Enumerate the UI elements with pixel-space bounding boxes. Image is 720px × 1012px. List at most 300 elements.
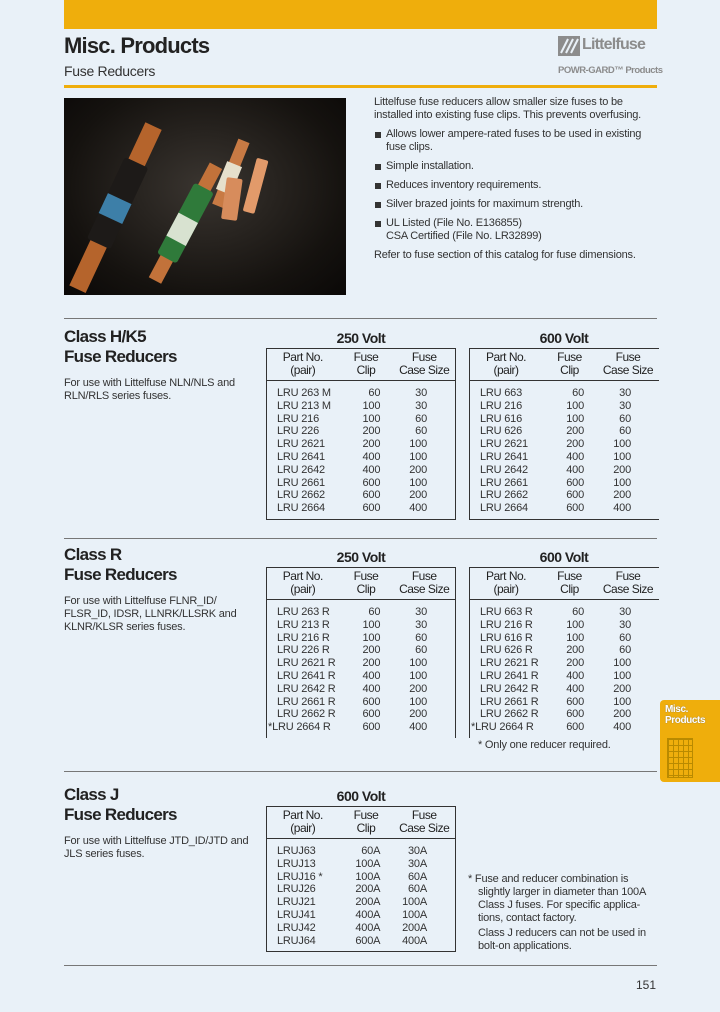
- fuse-case-size: 200: [409, 489, 427, 502]
- voltage-heading: 600 Volt: [336, 788, 386, 804]
- fuse-reducers-image: [64, 98, 346, 295]
- logo-name: Littelfuse: [582, 36, 646, 53]
- table-box: [469, 348, 659, 520]
- feature-item: Simple installation.: [374, 160, 659, 173]
- fuse-clip: 600: [362, 489, 381, 502]
- header-line: Fuse: [411, 350, 437, 364]
- feature-item: Reduces inventory requirements.: [374, 179, 659, 192]
- part-number: LRU 2662: [277, 489, 325, 502]
- column-header: [267, 570, 339, 599]
- table-row: [470, 708, 659, 721]
- table-box: [266, 567, 456, 738]
- table-row: [267, 400, 455, 413]
- feature-item: Silver brazed joints for maximum strength.: [374, 198, 659, 211]
- column-header: [393, 351, 455, 380]
- top-color-bar: [64, 0, 657, 29]
- fuse-case-size: 100: [613, 476, 631, 489]
- fuse-clip: 600A: [355, 934, 381, 947]
- part-number: LRU 2621: [277, 438, 325, 451]
- fuse-case-size: 60A: [408, 883, 427, 896]
- class-r-heading: [64, 545, 177, 585]
- fuse-clip: 400: [362, 669, 381, 682]
- fuse-clip: 400: [566, 463, 584, 476]
- header-line: Fuse: [557, 569, 582, 583]
- class-j-heading: [64, 785, 177, 825]
- logo-mark-icon: [558, 36, 580, 56]
- part-number: LRUJ13: [277, 857, 316, 870]
- header-line: Part No.: [282, 569, 323, 583]
- table-row: [267, 619, 455, 632]
- header-line: Part No.: [282, 808, 323, 822]
- header-line: (pair): [493, 582, 519, 596]
- header-line: Fuse: [353, 350, 379, 364]
- part-number: LRU 2642: [480, 463, 528, 476]
- table-row: [267, 451, 455, 464]
- header-line: (pair): [290, 363, 316, 377]
- column-header: [267, 809, 339, 838]
- fuse-case-size: 100: [613, 438, 631, 451]
- part-number: LRU 2621 R: [480, 657, 539, 670]
- fuse-case-size: 200: [613, 682, 631, 695]
- fuse-case-size: 100: [613, 657, 631, 670]
- fuse-clip: 100: [566, 618, 584, 631]
- class-j-footnote: * Fuse and reducer combination is slightly larger in diameter than 100A Class J fuses. For specific applica- tions, contact factory.: [468, 873, 646, 924]
- tab-label-line: Misc.: [665, 704, 689, 715]
- part-number: LRU 2662 R: [277, 708, 336, 721]
- fuse-case-size: 100: [409, 657, 427, 670]
- fuse-case-size: 60: [619, 631, 631, 644]
- column-header: [339, 809, 394, 838]
- fuse-case-size: 60: [619, 644, 631, 657]
- table-box: [266, 348, 456, 520]
- section-divider: [64, 771, 657, 772]
- fuse-case-size: 100: [613, 695, 631, 708]
- voltage-heading: 250 Volt: [336, 549, 386, 565]
- fuse-clip: 600: [362, 721, 381, 734]
- part-number: LRU 616 R: [480, 631, 533, 644]
- table-body: [267, 381, 455, 519]
- fuse-clip: 100A: [355, 870, 381, 883]
- part-number: LRU 2661 R: [480, 695, 539, 708]
- fuse-case-size: 200: [409, 682, 427, 695]
- part-number: LRU 2642 R: [277, 682, 336, 695]
- fuse-case-size: 400: [613, 502, 631, 515]
- part-number: LRU 2662 R: [480, 708, 539, 721]
- header-line: (pair): [493, 363, 519, 377]
- column-header: [470, 351, 542, 380]
- part-number: LRU 213 R: [277, 618, 330, 631]
- class-r-250v-table: [266, 549, 456, 738]
- table-body: [470, 381, 659, 519]
- table-row: [470, 657, 659, 670]
- fuse-clip: 200: [566, 438, 584, 451]
- class-j-description: For use with Littelfuse JTD_ID/JTD and JLS series fuses.: [64, 835, 249, 860]
- fuse-clip: 400: [566, 450, 584, 463]
- fuse-clip: 60: [572, 606, 584, 618]
- heading-line: Fuse Reducers: [64, 347, 177, 366]
- header-line: Fuse: [615, 350, 641, 364]
- table-row: [267, 683, 455, 696]
- fuse-clip: 600: [566, 476, 584, 489]
- part-number: LRU 216 R: [480, 618, 533, 631]
- part-number: LRUJ26: [277, 883, 316, 896]
- section-divider: [64, 318, 657, 319]
- table-row: [470, 644, 659, 657]
- header-line: Fuse: [353, 808, 379, 822]
- table-row: [470, 696, 659, 709]
- fuse-clip: 200: [362, 438, 381, 451]
- grid-icon: [667, 738, 693, 778]
- part-number: LRU 263 R: [277, 606, 330, 618]
- logo-tagline: POWR-GARD™ Products: [558, 65, 663, 76]
- table-row: [470, 632, 659, 645]
- header-line: Clip: [356, 363, 376, 377]
- header-line: Clip: [356, 582, 376, 596]
- header-line: Fuse: [411, 808, 437, 822]
- table-row: [267, 387, 455, 400]
- table-row: [470, 438, 659, 451]
- header-line: (pair): [290, 821, 316, 835]
- fuse-case-size: 30A: [408, 857, 427, 870]
- fuse-clip: 100: [566, 631, 584, 644]
- table-row: [267, 502, 455, 515]
- fuse-clip: 60A: [361, 845, 381, 857]
- table-row: [267, 464, 455, 477]
- part-number: LRU 2641: [277, 450, 325, 463]
- fuse-case-size: 30: [415, 399, 427, 412]
- table-row: [470, 413, 659, 426]
- fuse-clip: 400A: [355, 921, 381, 934]
- part-number: *LRU 2664 R: [268, 721, 331, 734]
- part-number: LRU 626 R: [480, 644, 533, 657]
- page-subtitle: Fuse Reducers: [64, 63, 156, 79]
- table-row: [267, 438, 455, 451]
- table-row: [267, 644, 455, 657]
- header-line: Clip: [560, 363, 579, 377]
- part-number: LRUJ16 *: [277, 870, 323, 883]
- fuse-clip: 100A: [355, 857, 381, 870]
- intro-paragraph: Littelfuse fuse reducers allow smaller size fuses to be installed into existing fuse clips. This prevents overfusing.: [374, 96, 642, 121]
- intro-footer: Refer to fuse section of this catalog for fuse dimensions.: [374, 249, 636, 261]
- tab-label-line: Products: [665, 715, 706, 726]
- column-header: [393, 570, 455, 599]
- table-body: [470, 600, 659, 738]
- fuse-case-size: 30A: [408, 845, 427, 857]
- feature-item-cont: CSA Certified (File No. LR32899): [386, 230, 542, 242]
- section-divider: [64, 965, 657, 966]
- fuse-clip: 100: [362, 412, 381, 425]
- table-row: [267, 883, 455, 896]
- fuse-clip: 200A: [355, 883, 381, 896]
- fuse-case-size: 100: [409, 669, 427, 682]
- part-number: LRU 2621 R: [277, 657, 336, 670]
- column-header: [339, 351, 394, 380]
- fuse-clip: 600: [362, 502, 381, 515]
- table-row: [267, 413, 455, 426]
- table-row: [267, 606, 455, 619]
- part-number: LRU 213 M: [277, 399, 331, 412]
- header-line: Clip: [356, 821, 376, 835]
- part-number: LRUJ64: [277, 934, 316, 947]
- part-number: LRUJ63: [277, 845, 316, 857]
- fuse-clip: 400: [362, 682, 381, 695]
- fuse-clip: 600: [566, 502, 584, 515]
- fuse-case-size: 100: [613, 669, 631, 682]
- product-photo: [64, 98, 346, 295]
- voltage-heading: 600 Volt: [539, 330, 589, 346]
- section-tab-misc-products[interactable]: [660, 700, 720, 782]
- header-line: Case Size: [399, 821, 450, 835]
- fuse-case-size: 100: [409, 695, 427, 708]
- fuse-clip: 200: [362, 657, 381, 670]
- voltage-heading: 250 Volt: [336, 330, 386, 346]
- table-header: [267, 807, 455, 839]
- fuse-case-size: 60A: [408, 870, 427, 883]
- table-row: [267, 425, 455, 438]
- table-row: [267, 477, 455, 490]
- fuse-case-size: 30: [619, 387, 631, 399]
- heading-line: Class J: [64, 785, 119, 804]
- header-line: Fuse: [557, 350, 582, 364]
- fuse-clip: 100: [362, 618, 381, 631]
- header-line: Part No.: [485, 569, 526, 583]
- table-row: [470, 464, 659, 477]
- table-header: [267, 349, 455, 381]
- header-line: Case Size: [399, 582, 450, 596]
- fuse-clip: 600: [566, 708, 584, 721]
- fuse-clip: 60: [572, 387, 584, 399]
- class-j-note: Class J reducers can not be used in bolt-on applications.: [478, 927, 646, 952]
- feature-item: Allows lower ampere-rated fuses to be used in existing fuse clips.: [374, 128, 659, 154]
- part-number: LRU 2641: [480, 450, 528, 463]
- part-number: LRU 226 R: [277, 644, 330, 657]
- column-header: [542, 570, 597, 599]
- voltage-heading: 600 Volt: [539, 549, 589, 565]
- table-row: [470, 425, 659, 438]
- heading-line: Fuse Reducers: [64, 805, 177, 824]
- header-line: Case Size: [399, 363, 450, 377]
- fuse-clip: 400A: [355, 908, 381, 921]
- part-number: LRU 2621: [480, 438, 528, 451]
- page-title: Misc. Products: [64, 33, 210, 58]
- tab-label: [665, 704, 705, 726]
- fuse-clip: 200: [566, 425, 584, 438]
- header-line: Case Size: [602, 363, 654, 377]
- part-number: LRU 2662: [480, 489, 528, 502]
- table-row: [470, 489, 659, 502]
- fuse-clip: 200A: [355, 896, 381, 909]
- fuse-clip: 600: [362, 708, 381, 721]
- table-row: [470, 451, 659, 464]
- fuse-case-size: 100A: [402, 908, 427, 921]
- fuse-case-size: 400: [409, 502, 427, 515]
- table-box: [266, 806, 456, 952]
- fuse-clip: 600: [362, 695, 381, 708]
- table-box: [469, 567, 659, 738]
- fuse-case-size: 400: [613, 721, 631, 734]
- fuse-case-size: 200: [613, 489, 631, 502]
- table-row: [267, 489, 455, 502]
- fuse-clip: 200: [566, 644, 584, 657]
- part-number: LRUJ21: [277, 896, 316, 909]
- fuse-case-size: 100A: [402, 896, 427, 909]
- class-r-description: For use with Littelfuse FLNR_ID/ FLSR_ID, IDSR, LLNRK/LLSRK and KLNR/KLSR series fuses.: [64, 595, 237, 633]
- header-divider: [64, 85, 657, 88]
- part-number: LRU 2664: [480, 502, 528, 515]
- part-number: LRU 2641 R: [277, 669, 336, 682]
- table-row: [267, 721, 455, 734]
- column-header: [267, 351, 339, 380]
- class-hk5-250v-table: [266, 330, 456, 520]
- column-header: [470, 570, 542, 599]
- fuse-case-size: 30: [415, 618, 427, 631]
- fuse-clip: 600: [566, 695, 584, 708]
- table-row: [267, 670, 455, 683]
- fuse-clip: 200: [566, 657, 584, 670]
- table-row: [267, 909, 455, 922]
- table-header: [470, 349, 659, 381]
- fuse-case-size: 100: [409, 476, 427, 489]
- page-number: 151: [636, 978, 657, 992]
- fuse-case-size: 60: [619, 425, 631, 438]
- section-divider: [64, 538, 657, 539]
- class-j-600v-table: [266, 788, 456, 952]
- part-number: LRU 2661 R: [277, 695, 336, 708]
- header-line: (pair): [290, 582, 316, 596]
- part-number: LRU 663 R: [480, 606, 533, 618]
- fuse-case-size: 30: [619, 606, 631, 618]
- fuse-case-size: 60: [415, 644, 427, 657]
- table-row: [267, 845, 455, 858]
- table-row: [267, 858, 455, 871]
- table-row: [470, 670, 659, 683]
- header-line: Part No.: [282, 350, 323, 364]
- fuse-clip: 600: [566, 721, 584, 734]
- fuse-clip: 200: [362, 425, 381, 438]
- fuse-case-size: 400A: [402, 934, 427, 947]
- header-line: Clip: [560, 582, 579, 596]
- fuse-case-size: 200: [613, 708, 631, 721]
- fuse-case-size: 200A: [402, 921, 427, 934]
- part-number: LRU 2661: [277, 476, 325, 489]
- table-row: [470, 477, 659, 490]
- table-row: [470, 721, 659, 734]
- column-header: [542, 351, 597, 380]
- table-body: [267, 839, 455, 951]
- table-header: [267, 568, 455, 600]
- table-row: [470, 619, 659, 632]
- part-number: *LRU 2664 R: [471, 721, 534, 734]
- fuse-case-size: 60: [619, 412, 631, 425]
- table-row: [267, 657, 455, 670]
- table-row: [267, 935, 455, 948]
- part-number: LRU 216 R: [277, 631, 330, 644]
- fuse-case-size: 60: [415, 425, 427, 438]
- class-hk5-heading: [64, 327, 177, 367]
- table-row: [470, 387, 659, 400]
- table-row: [470, 502, 659, 515]
- fuse-clip: 100: [362, 631, 381, 644]
- column-header: [597, 351, 659, 380]
- fuse-case-size: 60: [415, 631, 427, 644]
- fuse-case-size: 200: [613, 463, 631, 476]
- fuse-clip: 100: [566, 399, 584, 412]
- part-number: LRU 216: [277, 412, 320, 425]
- fuse-case-size: 400: [409, 721, 427, 734]
- table-row: [267, 896, 455, 909]
- table-row: [470, 400, 659, 413]
- fuse-case-size: 200: [409, 708, 427, 721]
- fuse-clip: 100: [566, 412, 584, 425]
- fuse-case-size: 30: [619, 399, 631, 412]
- column-header: [597, 570, 659, 599]
- column-header: [393, 809, 455, 838]
- fuse-case-size: 30: [619, 618, 631, 631]
- table-row: [267, 696, 455, 709]
- class-hk5-description: For use with Littelfuse NLN/NLS and RLN/RLS series fuses.: [64, 377, 235, 402]
- header-line: Fuse: [615, 569, 641, 583]
- part-number: LRU 616: [480, 412, 523, 425]
- part-number: LRU 2664: [277, 502, 325, 515]
- heading-line: Class R: [64, 545, 122, 564]
- header-line: Part No.: [485, 350, 526, 364]
- table-row: [267, 708, 455, 721]
- table-row: [267, 871, 455, 884]
- column-header: [339, 570, 394, 599]
- class-hk5-600v-table: [469, 330, 659, 520]
- intro-text: [374, 96, 659, 268]
- class-r-footnote: * Only one reducer required.: [478, 739, 611, 751]
- part-number: LRU 2642: [277, 463, 325, 476]
- header-line: Case Size: [602, 582, 654, 596]
- table-row: [267, 632, 455, 645]
- table-row: [267, 922, 455, 935]
- part-number: LRU 2641 R: [480, 669, 539, 682]
- fuse-clip: 600: [566, 489, 584, 502]
- table-header: [470, 568, 659, 600]
- fuse-case-size: 60: [415, 412, 427, 425]
- fuse-case-size: 100: [409, 450, 427, 463]
- part-number: LRUJ42: [277, 921, 316, 934]
- fuse-clip: 400: [362, 450, 381, 463]
- part-number: LRU 216: [480, 399, 523, 412]
- table-row: [470, 683, 659, 696]
- fuse-clip: 200: [362, 644, 381, 657]
- class-r-600v-table: [469, 549, 659, 738]
- feature-list: [374, 128, 659, 243]
- part-number: LRU 626: [480, 425, 523, 438]
- fuse-clip: 400: [566, 669, 584, 682]
- fuse-case-size: 30: [415, 387, 427, 399]
- heading-line: Class H/K5: [64, 327, 146, 346]
- fuse-clip: 60: [368, 387, 381, 399]
- heading-line: Fuse Reducers: [64, 565, 177, 584]
- fuse-clip: 400: [566, 682, 584, 695]
- fuse-clip: 100: [362, 399, 381, 412]
- fuse-case-size: 200: [409, 463, 427, 476]
- table-body: [267, 600, 455, 738]
- part-number: LRU 2661: [480, 476, 528, 489]
- table-row: [470, 606, 659, 619]
- part-number: LRU 226: [277, 425, 320, 438]
- feature-item: UL Listed (File No. E136855): [374, 217, 659, 230]
- part-number: LRU 2642 R: [480, 682, 539, 695]
- fuse-clip: 400: [362, 463, 381, 476]
- header-line: Fuse: [353, 569, 379, 583]
- part-number: LRUJ41: [277, 908, 316, 921]
- fuse-clip: 60: [368, 606, 381, 618]
- fuse-case-size: 100: [613, 450, 631, 463]
